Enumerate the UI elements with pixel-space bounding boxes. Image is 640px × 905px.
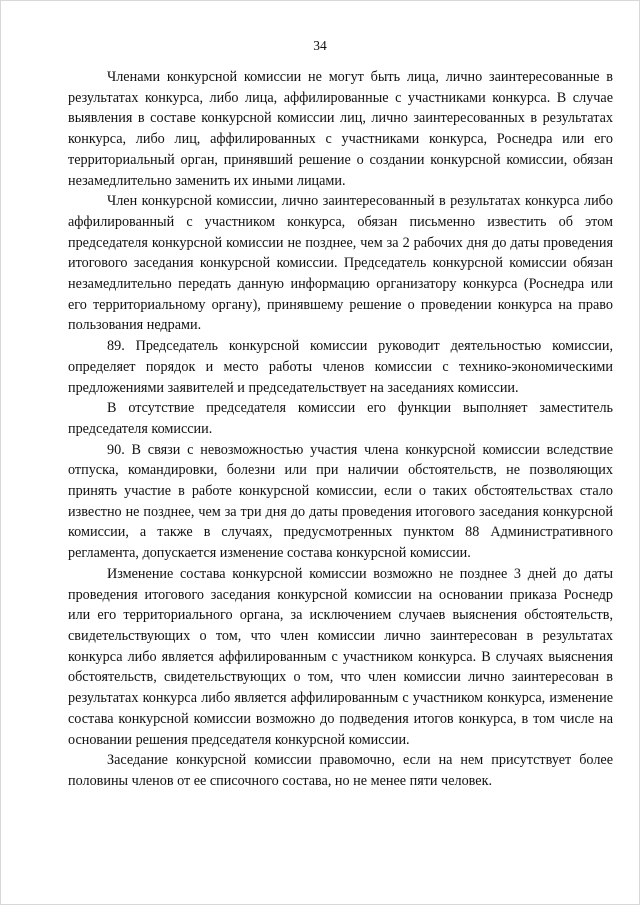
paragraph-90-composition-change: 90. В связи с невозможностью участия члена конкурсной комиссии вследствие отпуска, командировки, болезни или при наличии обстоятельств, не позволяющих принять участие в работе конкурсной комиссии, если о таких обстоятельствах стало известно не позднее, чем за три дня до даты проведения итогового заседания конкурсной комиссии, а также в случаях, предусмотренных пунктом 88 Административного регламента, допускается изменение состава конкурсной комиссии. — [68, 441, 613, 562]
paragraph-89-chairman-duties: 89. Председатель конкурсной комиссии руководит деятельностью комиссии, определяет порядок и место работы членов комиссии с технико-экономическими предложениями заявителей и председательствует на заседаниях комиссии. — [68, 338, 613, 396]
page-number: 34 — [313, 38, 327, 53]
paragraph-deputy-chairman: В отсутствие председателя комиссии его функции выполняет заместитель председателя комиссии. — [68, 400, 613, 437]
paragraph-quorum: Заседание конкурсной комиссии правомочно, если на нем присутствует более половины членов от ее списочного состава, но не менее пяти человек. — [68, 752, 613, 789]
paragraph-notify-chairman: Член конкурсной комиссии, лично заинтересованный в результатах конкурса либо аффилированный с участником конкурса, обязан письменно известить об этом председателя конкурсной комиссии не позднее, чем за 2 рабочих дня до даты проведения итогового заседания конкурсной комиссии. Председатель конкурсной комиссии обязан незамедлительно передать данную информацию организатору конкурса (Роснедра или его территориальному органу), принявшему решение о проведении конкурса на право пользования недрами. — [68, 193, 613, 334]
paragraph-affiliated-members: Членами конкурсной комиссии не могут быть лица, лично заинтересованные в результатах конкурса, либо лица, аффилированные с участниками конкурса. В случае выявления в составе конкурсной комиссии лиц, лично заинтересованных в результатах конкурса, либо лиц, аффилированных с участниками конкурса, Роснедра или его территориальный орган, принявший решение о создании конкурсной комиссии, обязан незамедлительно заменить их иными лицами. — [68, 69, 613, 189]
document-body — [68, 67, 613, 792]
paragraph-change-deadline: Изменение состава конкурсной комиссии возможно не позднее 3 дней до даты проведения итогового заседания конкурсной комиссии на основании приказа Роснедр или его территориального органа, за исключением случаев выяснения обстоятельств, свидетельствующих о том, что член комиссии лично заинтересован в результатах конкурса либо является аффилированным с участником конкурса. В случаях выяснения обстоятельств, свидетельствующих о том, что член комиссии лично заинтересован в результатах конкурса либо является аффилированным с участником конкурса, изменение состава конкурсной комиссии возможно до подведения итогов конкурса, в том числе на основании решения председателя конкурсной комиссии. — [68, 565, 613, 748]
